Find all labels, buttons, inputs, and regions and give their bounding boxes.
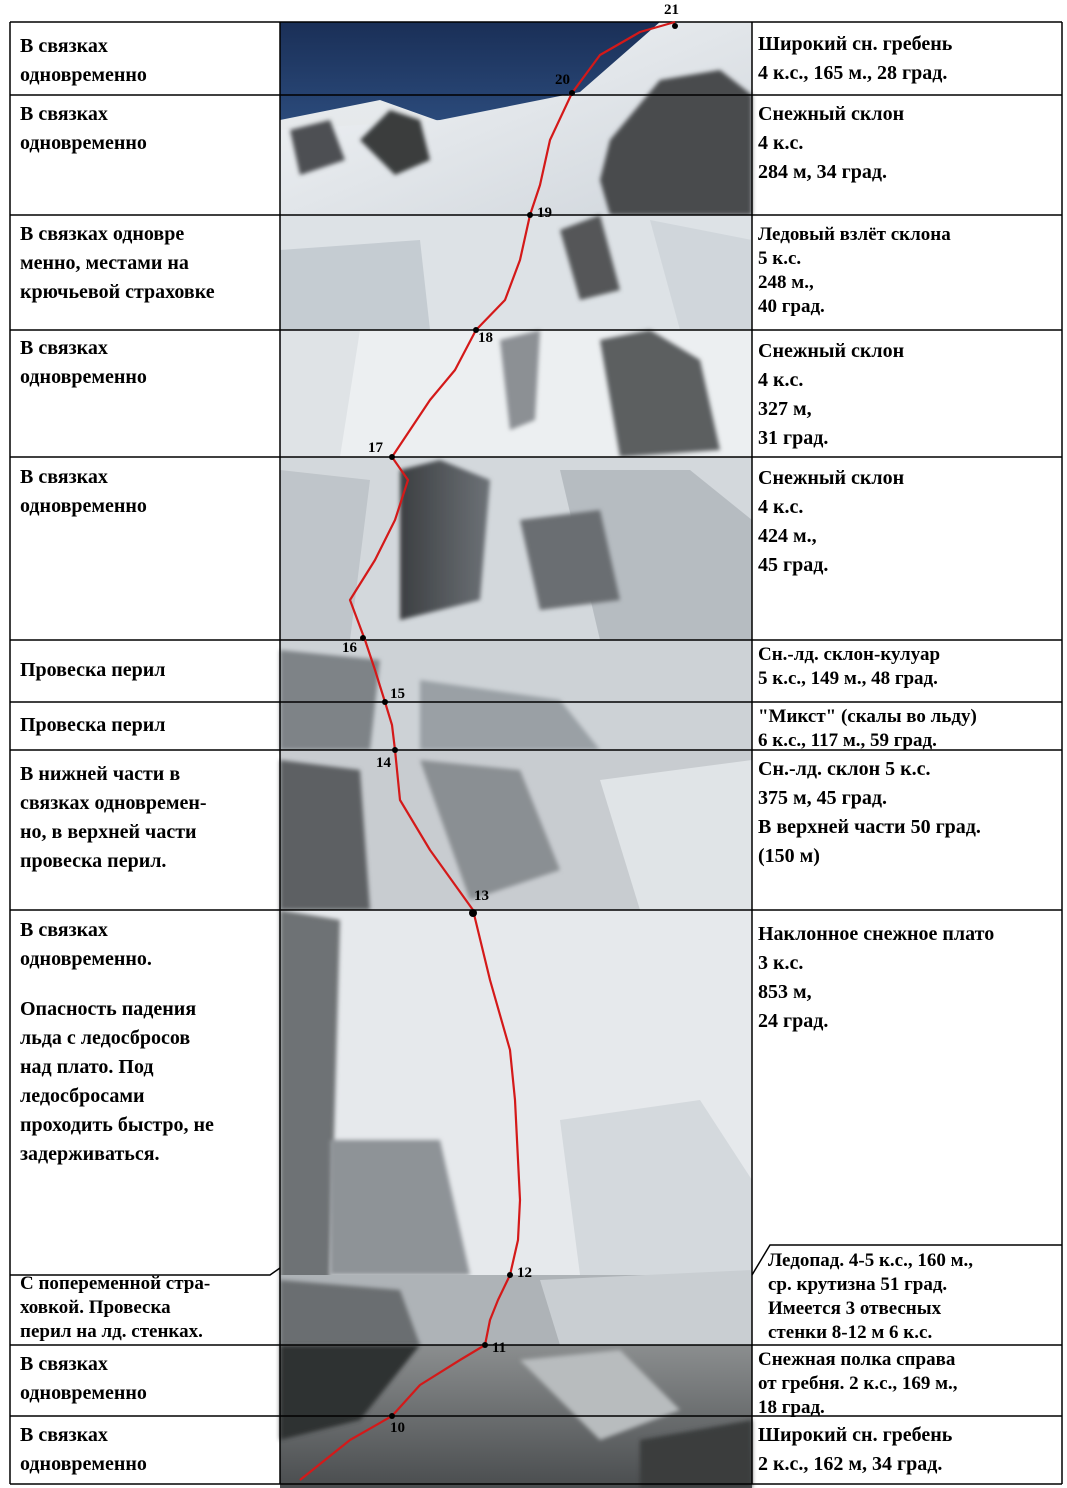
point-label-12: 12 — [517, 1265, 532, 1281]
tactics-14: В нижней части в связках одновремен- но, в верхней части провеска перил. — [20, 763, 207, 872]
section-16-desc: Сн.-лд. склон-кулуар 5 к.с., 149 м., 48 град. — [758, 644, 941, 689]
point-19 — [527, 212, 533, 218]
tactics-17: В связках одновременно — [20, 466, 147, 517]
point-label-19: 19 — [537, 205, 552, 221]
point-label-13: 13 — [474, 888, 489, 904]
tactics-18: В связках одновременно — [20, 337, 147, 388]
point-10 — [389, 1413, 395, 1419]
tactics-11: В связках одновременно — [20, 1353, 147, 1404]
photo-column — [280, 22, 752, 1488]
section-11-desc: Снежная полка справа от гребня. 2 к.с., 169 м., 18 град. — [758, 1349, 958, 1418]
section-15-desc: "Микст" (скалы во льду) 6 к.с., 117 м., 59 град. — [758, 706, 977, 751]
tactics-20: В связках одновременно — [20, 103, 147, 154]
section-12-desc: Ледопад. 4-5 к.с., 160 м., ср. крутизна 51 град. Имеется 3 отвесных стенки 8-12 м 6 к.с. — [768, 1250, 974, 1343]
point-14 — [392, 747, 398, 753]
point-13 — [469, 909, 477, 917]
tactics-15: Провеска перил — [20, 714, 166, 736]
section-13-desc: Наклонное снежное плато 3 к.с. 853 м, 24 град. — [758, 923, 995, 1032]
point-12 — [507, 1272, 513, 1278]
point-label-20: 20 — [555, 72, 570, 88]
section-18-desc: Снежный склон 4 к.с. 327 м, 31 град. — [758, 340, 905, 449]
section-19-desc: Ледовый взлёт склона 5 к.с. 248 м., 40 град. — [758, 224, 951, 317]
point-20 — [569, 90, 575, 96]
tactics-13-warning: Опасность падения льда с ледосбросов над плато. Под ледосбросами проходить быстро, не задерживаться. — [20, 998, 214, 1165]
tactics-13: В связках одновременно. — [20, 919, 152, 970]
tactics-19: В связках одновре менно, местами на крючьевой страховке — [20, 223, 215, 303]
point-11 — [482, 1342, 488, 1348]
point-label-18: 18 — [478, 330, 493, 346]
point-label-14: 14 — [376, 755, 391, 771]
point-label-16: 16 — [342, 640, 357, 656]
section-20-desc: Снежный склон 4 к.с. 284 м, 34 град. — [758, 103, 905, 183]
section-17-desc: Снежный склон 4 к.с. 424 м., 45 град. — [758, 467, 905, 576]
point-17 — [389, 454, 395, 460]
point-15 — [382, 699, 388, 705]
point-label-11: 11 — [492, 1340, 507, 1356]
section-14-desc: Сн.-лд. склон 5 к.с. 375 м, 45 град. В верхней части 50 град. (150 м) — [758, 758, 981, 867]
point-21 — [672, 23, 678, 29]
tactics-16: Провеска перил — [20, 659, 166, 681]
point-label-15: 15 — [390, 686, 405, 702]
tactics-21: В связках одновременно — [20, 35, 147, 86]
section-21-desc: Широкий сн. гребень 4 к.с., 165 м., 28 град. — [758, 33, 953, 84]
point-16 — [360, 635, 366, 641]
section-10-desc: Широкий сн. гребень 2 к.с., 162 м, 34 град. — [758, 1424, 953, 1475]
tactics-10: В связках одновременно — [20, 1424, 147, 1475]
tactics-12: С попеременной стра- ховкой. Провеска перил на лд. стенках. — [20, 1273, 211, 1342]
point-label-10: 10 — [390, 1420, 405, 1436]
point-label-17: 17 — [368, 440, 383, 456]
point-label-21: 21 — [664, 2, 679, 18]
